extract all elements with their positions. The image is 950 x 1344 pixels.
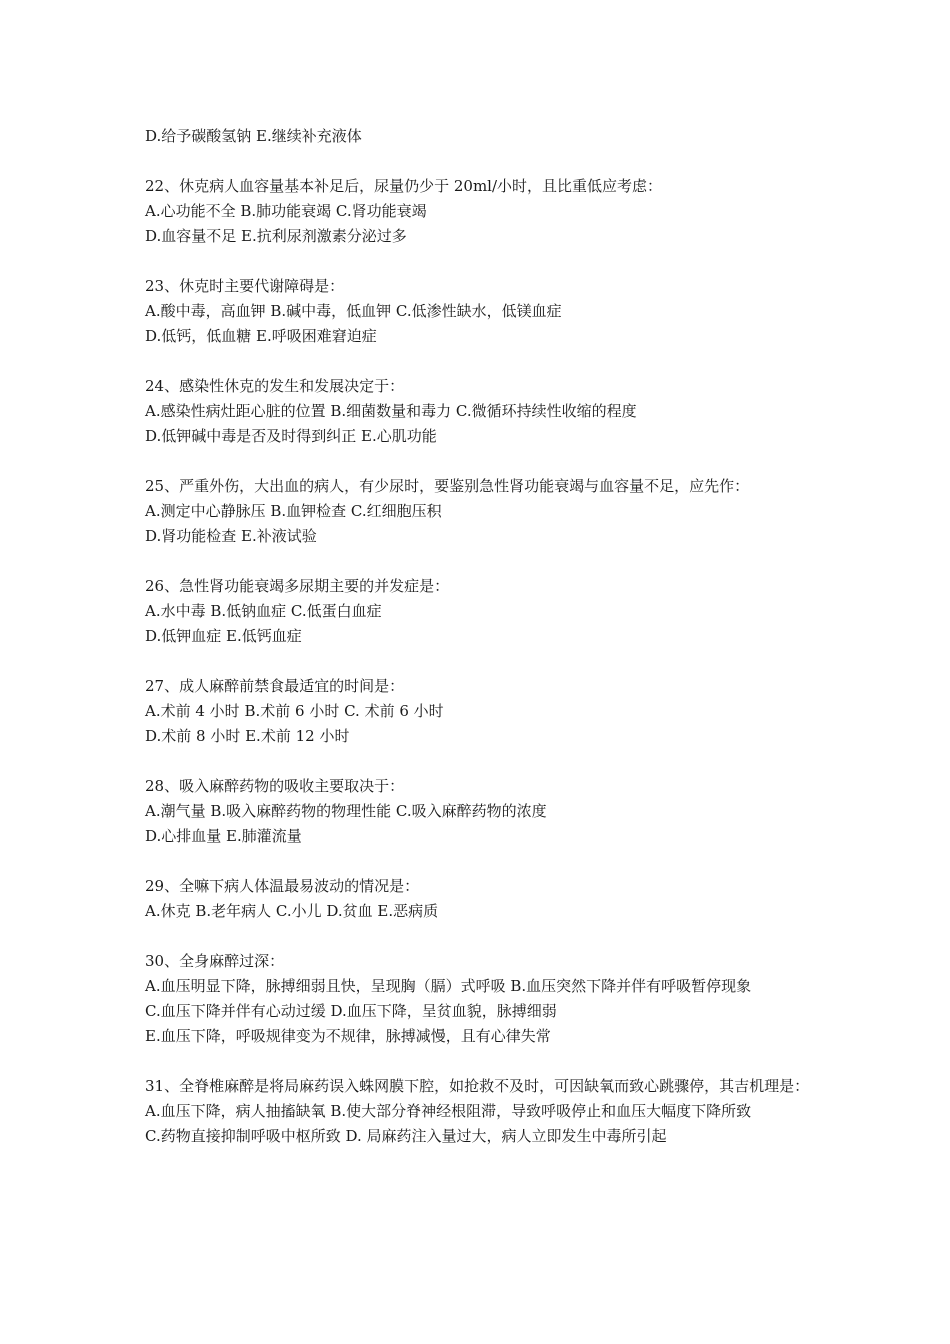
line-gap <box>145 449 810 474</box>
line-gap <box>145 1049 810 1074</box>
options-line: A.血压明显下降，脉搏细弱且快，呈现胸（膈）式呼吸 B.血压突然下降并伴有呼吸暂停现象 <box>145 977 752 995</box>
options-line: A.酸中毒，高血钾 B.碱中毒，低血钾 C.低渗性缺水，低镁血症 <box>145 302 562 320</box>
line-gap <box>145 649 810 674</box>
question-22: 22、休克病人血容量基本补足后，尿量仍少于 20ml/小时，且比重低应考虑： <box>145 177 663 195</box>
options-line: D.低钙，低血糖 E.呼吸困难窘迫症 <box>145 327 377 345</box>
options-line: E.血压下降，呼吸规律变为不规律，脉搏减慢，且有心律失常 <box>145 1027 551 1045</box>
options-line: D.低钾血症 E.低钙血症 <box>145 627 302 645</box>
line-gap <box>145 849 810 874</box>
line-gap <box>145 549 810 574</box>
options-line: A.心功能不全 B.肺功能衰竭 C.肾功能衰竭 <box>145 202 427 220</box>
question-23: 23、休克时主要代谢障碍是： <box>145 277 345 295</box>
line-gap <box>145 149 810 174</box>
line-gap <box>145 249 810 274</box>
question-25: 25、严重外伤，大出血的病人，有少尿时，要鉴别急性肾功能衰竭与血容量不足，应先作： <box>145 477 750 495</box>
question-24: 24、感染性休克的发生和发展决定于： <box>145 377 405 395</box>
options-line: D.术前 8 小时 E.术前 12 小时 <box>145 727 350 745</box>
options-line: D.肾功能检查 E.补液试验 <box>145 527 317 545</box>
line-gap <box>145 349 810 374</box>
options-line: D.低钾碱中毒是否及时得到纠正 E.心肌功能 <box>145 427 437 445</box>
line-gap <box>145 749 810 774</box>
question-31: 31、全脊椎麻醉是将局麻药误入蛛网膜下腔，如抢救不及时，可因缺氧而致心跳骤停，其吉机理是： <box>145 1077 810 1095</box>
question-27: 27、成人麻醉前禁食最适宜的时间是： <box>145 677 405 695</box>
question-30: 30、全身麻醉过深： <box>145 952 285 970</box>
options-line: C.血压下降并伴有心动过缓 D.血压下降，呈贫血貌，脉搏细弱 <box>145 1002 557 1020</box>
options-line: A.潮气量 B.吸入麻醉药物的物理性能 C.吸入麻醉药物的浓度 <box>145 802 547 820</box>
options-line: A.测定中心静脉压 B.血钾检查 C.红细胞压积 <box>145 502 442 520</box>
question-29: 29、全嘛下病人体温最易波动的情况是： <box>145 877 420 895</box>
line-gap <box>145 924 810 949</box>
options-line: A.水中毒 B.低钠血症 C.低蛋白血症 <box>145 602 382 620</box>
options-line: A.休克 B.老年病人 C.小儿 D.贫血 E.恶病质 <box>145 902 439 920</box>
options-line: A.感染性病灶距心脏的位置 B.细菌数量和毒力 C.微循环持续性收缩的程度 <box>145 402 637 420</box>
document-page <box>145 124 810 1149</box>
question-28: 28、吸入麻醉药物的吸收主要取决于： <box>145 777 405 795</box>
options-line: C.药物直接抑制呼吸中枢所致 D. 局麻药注入量过大，病人立即发生中毒所引起 <box>145 1127 667 1145</box>
text-line: D.给予碳酸氢钠 E.继续补充液体 <box>145 127 362 145</box>
options-line: D.血容量不足 E.抗利尿剂激素分泌过多 <box>145 227 407 245</box>
options-line: A.术前 4 小时 B.术前 6 小时 C. 术前 6 小时 <box>145 702 444 720</box>
options-line: D.心排血量 E.肺灌流量 <box>145 827 302 845</box>
options-line: A.血压下降，病人抽搐缺氧 B.使大部分脊神经根阻滞，导致呼吸停止和血压大幅度下降所致 <box>145 1102 752 1120</box>
question-26: 26、急性肾功能衰竭多尿期主要的并发症是： <box>145 577 450 595</box>
